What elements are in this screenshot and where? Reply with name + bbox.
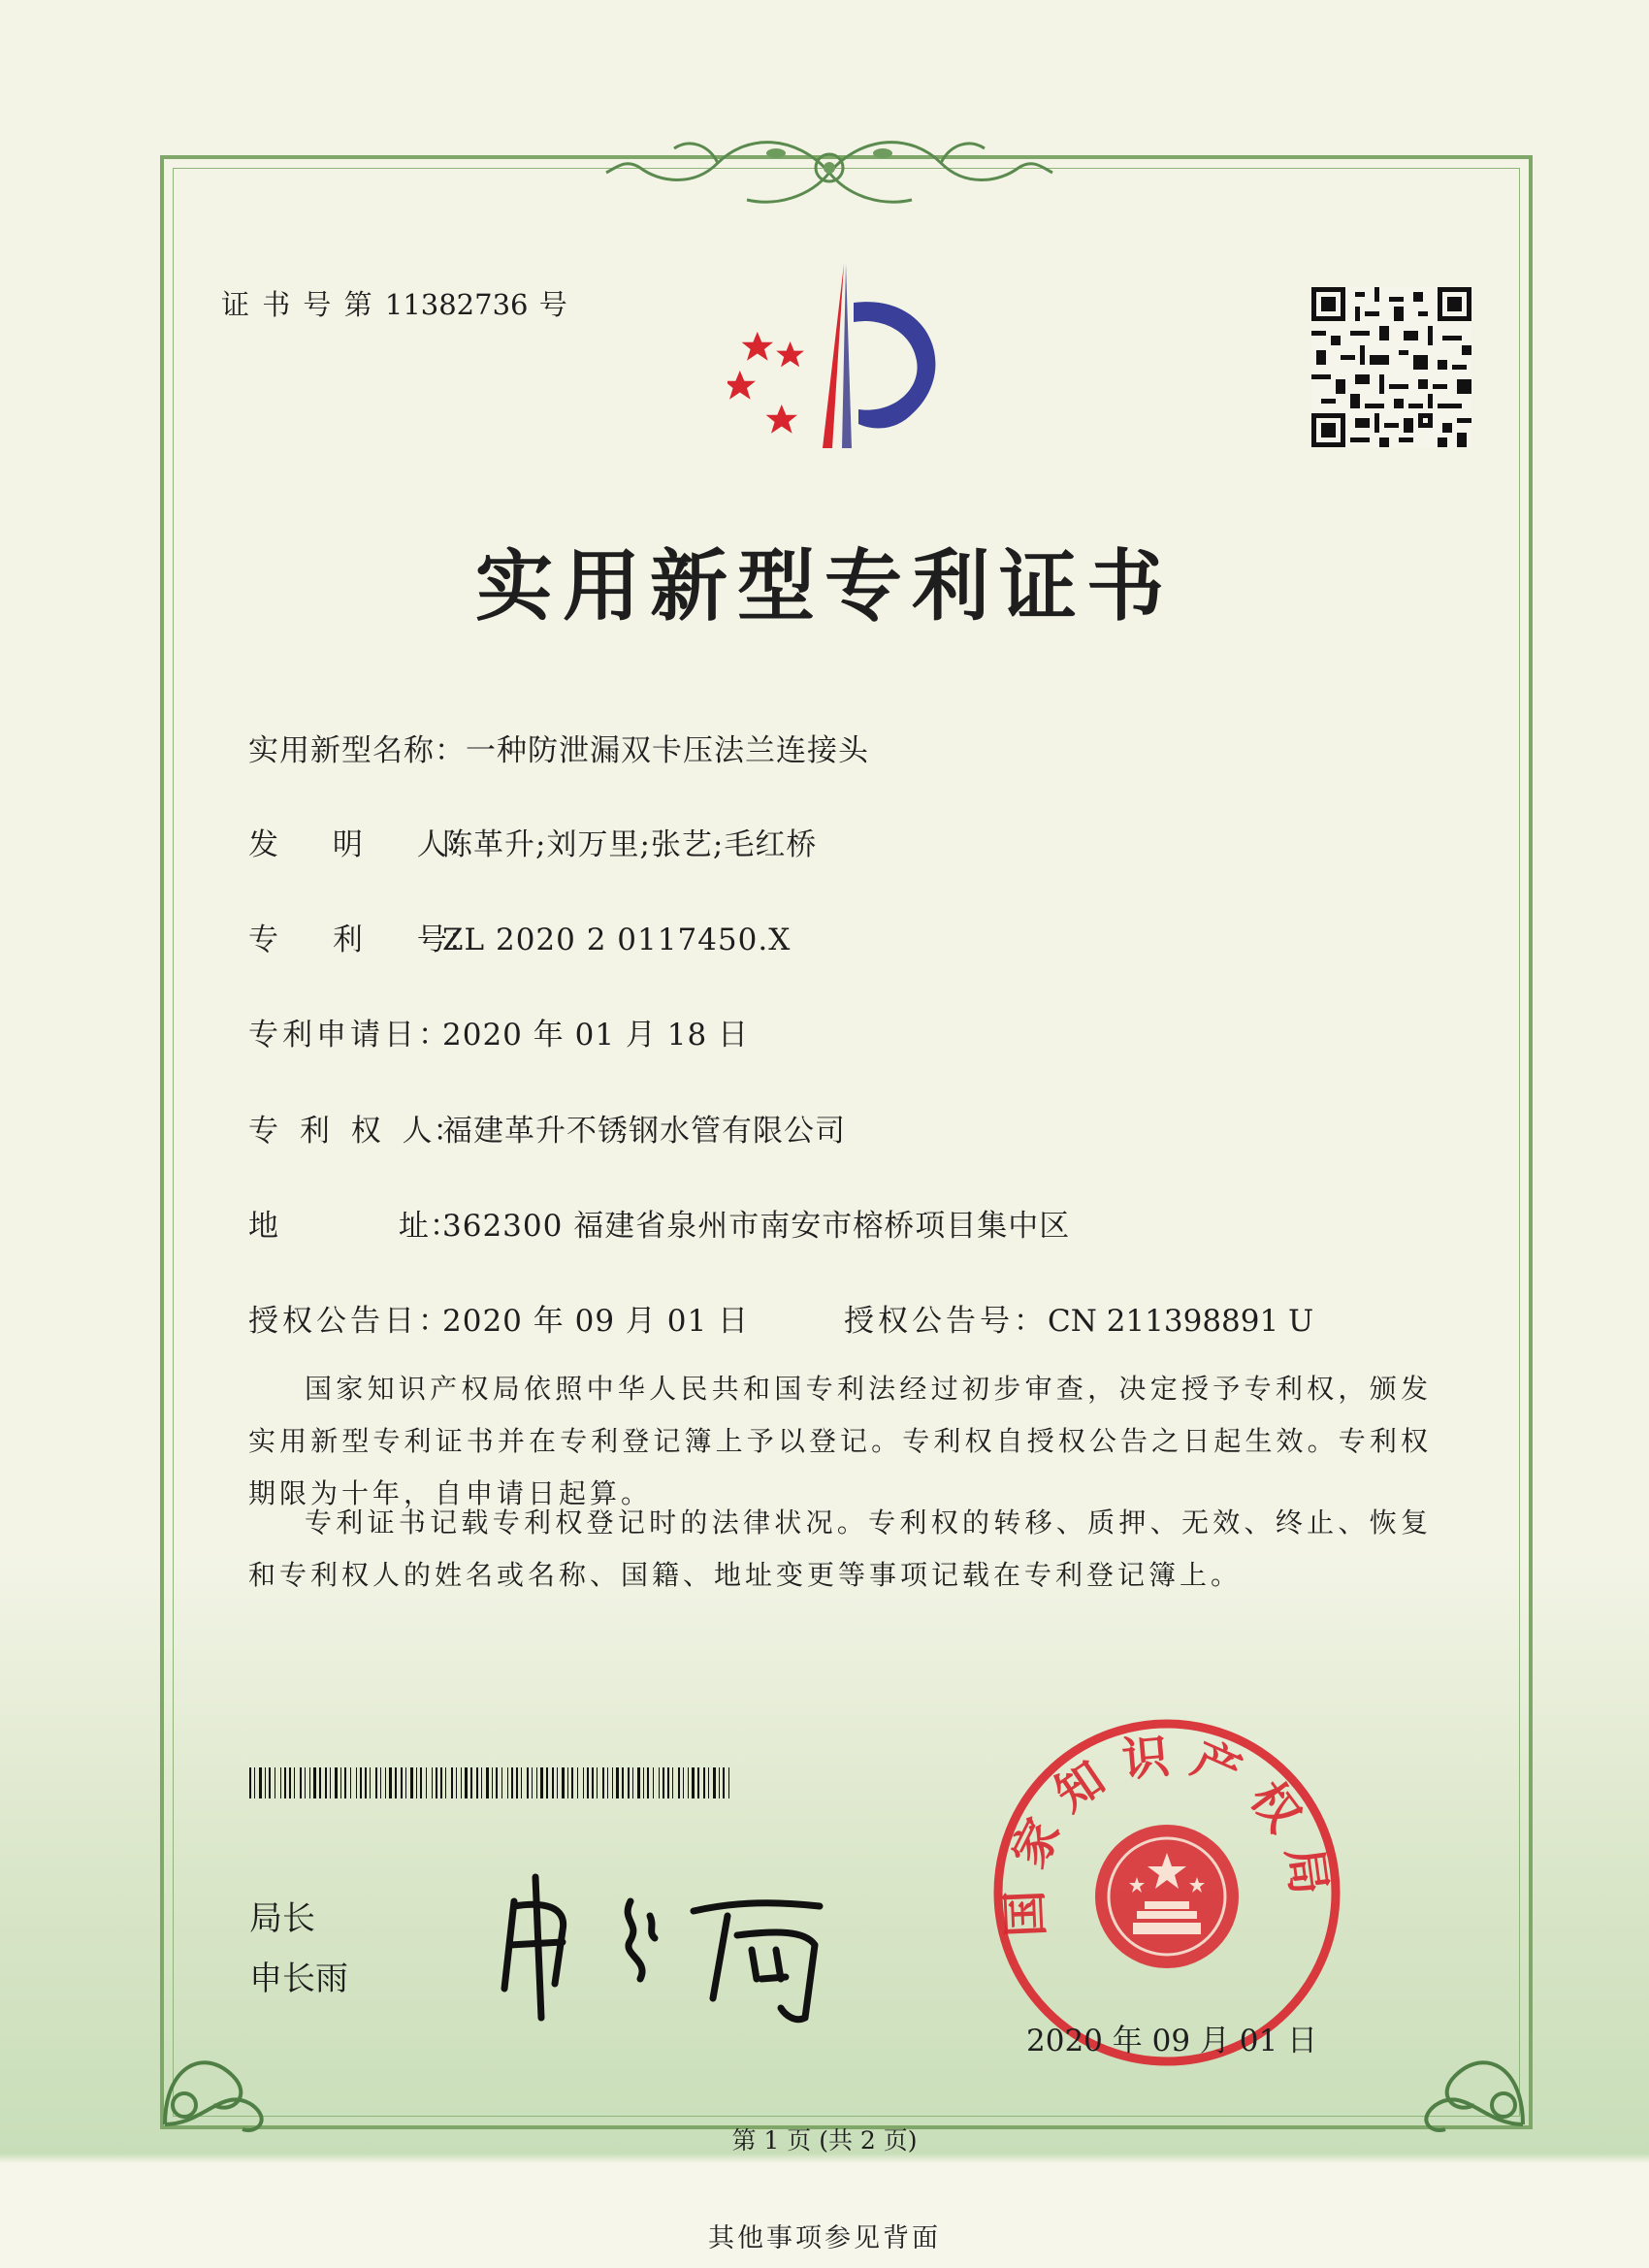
handwritten-signature	[485, 1863, 854, 2027]
patentee-row	[248, 1106, 846, 1150]
bottom-right-ornament	[1377, 1969, 1542, 2134]
top-ornament	[601, 114, 1057, 221]
barcode	[249, 1767, 729, 1798]
grant-number-label: 授权公告号：	[844, 1304, 1048, 1339]
seal-date: 2020 年 09 月 01 日	[1026, 2024, 1318, 2058]
utility-model-name-label: 实用新型名称：	[248, 733, 466, 768]
address-label: 地 址：	[248, 1209, 461, 1244]
utility-model-name-row	[248, 726, 869, 769]
filing-date-label: 专利申请日：	[248, 1018, 452, 1053]
grant-date-value: 2020 年 09 月 01 日	[442, 1304, 750, 1339]
certificate-number-value: 11382736	[384, 288, 529, 321]
grant-date-label: 授权公告日：	[248, 1304, 452, 1339]
utility-model-name-value: 一种防泄漏双卡压法兰连接头	[466, 733, 869, 768]
grant-number-row	[844, 1296, 1313, 1340]
patent-number-value: ZL 2020 2 0117450.X	[442, 923, 792, 957]
seal-text: 国家知识产权局	[996, 1728, 1339, 1938]
patentee-label: 专 利 权 人：	[248, 1114, 465, 1149]
certificate-number-suffix: 号	[538, 288, 569, 321]
patent-number-label: 专 利 号：	[248, 923, 479, 957]
page-number: 第 1 页 (共 2 页)	[731, 2126, 918, 2155]
signatory-title: 局长	[249, 1899, 315, 1938]
footer-note: 其他事项参见背面	[708, 2223, 941, 2253]
inventor-value: 陈革升;刘万里;张艺;毛红桥	[442, 827, 818, 862]
patent-number-row	[248, 915, 791, 958]
legal-status-paragraph: 专利证书记载专利权登记时的法律状况。专利权的转移、质押、无效、终止、恢复和专利权人的姓名或名称、国籍、地址变更等事项记载在专利登记簿上。	[248, 1507, 1432, 1591]
grant-statement-paragraph: 国家知识产权局依照中华人民共和国专利法经过初步审查，决定授予专利权，颁发实用新型专利证书并在专利登记簿上予以登记。专利权自授权公告之日起生效。专利权期限为十年，自申请日起算。	[248, 1373, 1432, 1509]
address-value: 362300 福建省泉州市南安市榕桥项目集中区	[442, 1209, 1071, 1244]
signatory-name: 申长雨	[249, 1960, 348, 1998]
filing-date-value: 2020 年 01 月 18 日	[442, 1018, 750, 1053]
certificate-number	[221, 283, 569, 323]
address-row	[248, 1201, 1070, 1245]
inventor-row	[248, 820, 817, 863]
cnipa-logo	[728, 254, 965, 463]
grant-number-value: CN 211398891 U	[1048, 1304, 1314, 1339]
certificate-title: 实用新型专利证书	[475, 540, 1174, 632]
qr-code	[1311, 287, 1471, 447]
certificate-number-label: 证 书 号 第	[221, 288, 374, 321]
grant-date-row	[248, 1296, 749, 1340]
inventor-label: 发 明 人：	[248, 827, 479, 862]
patentee-value: 福建革升不锈钢水管有限公司	[442, 1114, 846, 1149]
filing-date-row	[248, 1010, 749, 1053]
